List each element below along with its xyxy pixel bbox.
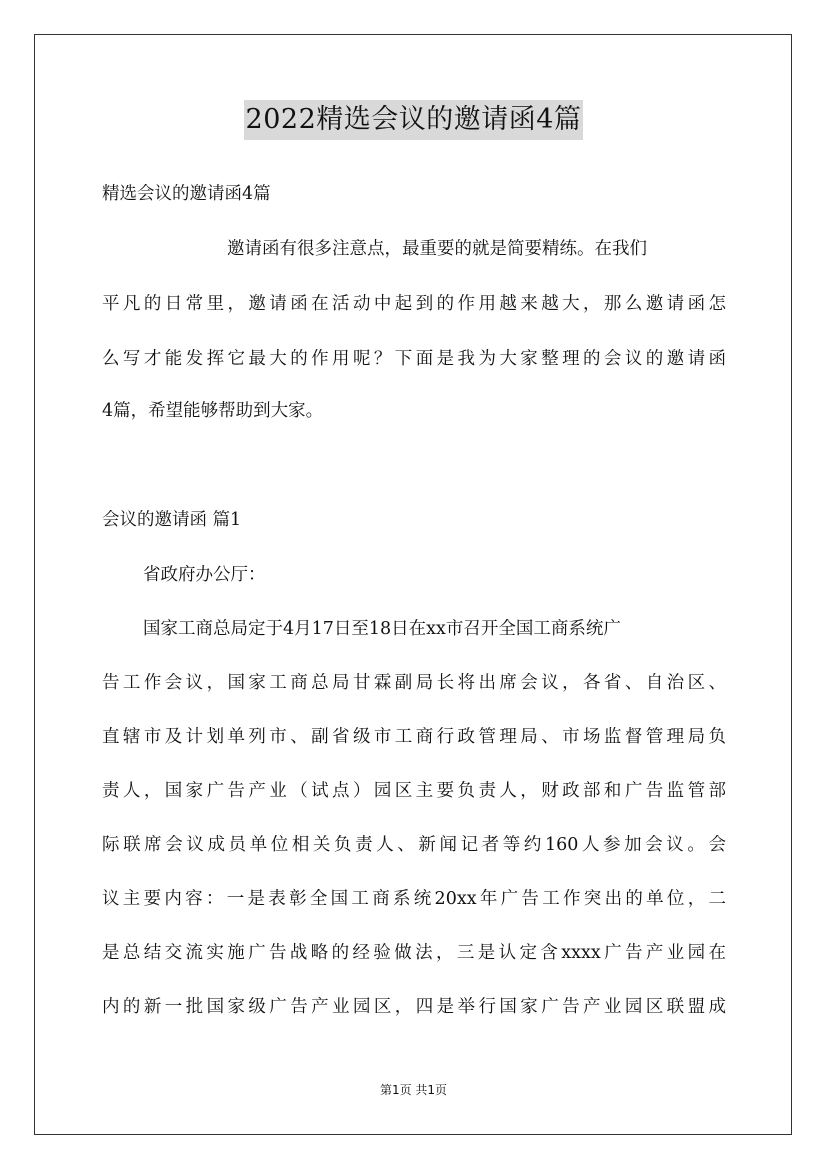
document-title: 2022精选会议的邀请函4篇	[244, 100, 584, 140]
body-line-8: 内的新一批国家级广告产业园区，四是举行国家广告产业园区联盟成	[102, 997, 726, 1017]
body-line-1: 国家工商总局定于4月17日至18日在xx市召开全国工商系统广	[143, 619, 621, 639]
intro-line-2: 平凡的日常里，邀请函在活动中起到的作用越来越大，那么邀请函怎	[102, 294, 726, 314]
intro-line-3: 么写才能发挥它最大的作用呢？下面是我为大家整理的会议的邀请函	[102, 349, 726, 369]
page-footer: 第1页 共1页	[379, 1083, 448, 1097]
body-line-3: 直辖市及计划单列市、副省级市工商行政管理局、市场监督管理局负	[102, 727, 726, 747]
title-container	[0, 100, 827, 140]
body-line-6: 议主要内容：一是表彰全国工商系统20xx年广告工作突出的单位，二	[102, 889, 726, 909]
body-line-2: 告工作会议，国家工商总局甘霖副局长将出席会议，各省、自治区、	[102, 673, 726, 693]
section-heading: 会议的邀请函 篇1	[102, 510, 242, 530]
document-subtitle: 精选会议的邀请函4篇	[102, 184, 271, 204]
intro-line-1: 邀请函有很多注意点，最重要的就是简要精练。在我们	[227, 239, 647, 259]
intro-line-4: 4篇，希望能够帮助到大家。	[102, 401, 324, 421]
body-line-4: 责人，国家广告产业（试点）园区主要负责人，财政部和广告监管部	[102, 781, 726, 801]
salutation: 省政府办公厅：	[143, 565, 266, 585]
body-line-7: 是总结交流实施广告战略的经验做法，三是认定含xxxx广告产业园在	[102, 943, 726, 963]
body-line-5: 际联席会议成员单位相关负责人、新闻记者等约160人参加会议。会	[102, 835, 726, 855]
